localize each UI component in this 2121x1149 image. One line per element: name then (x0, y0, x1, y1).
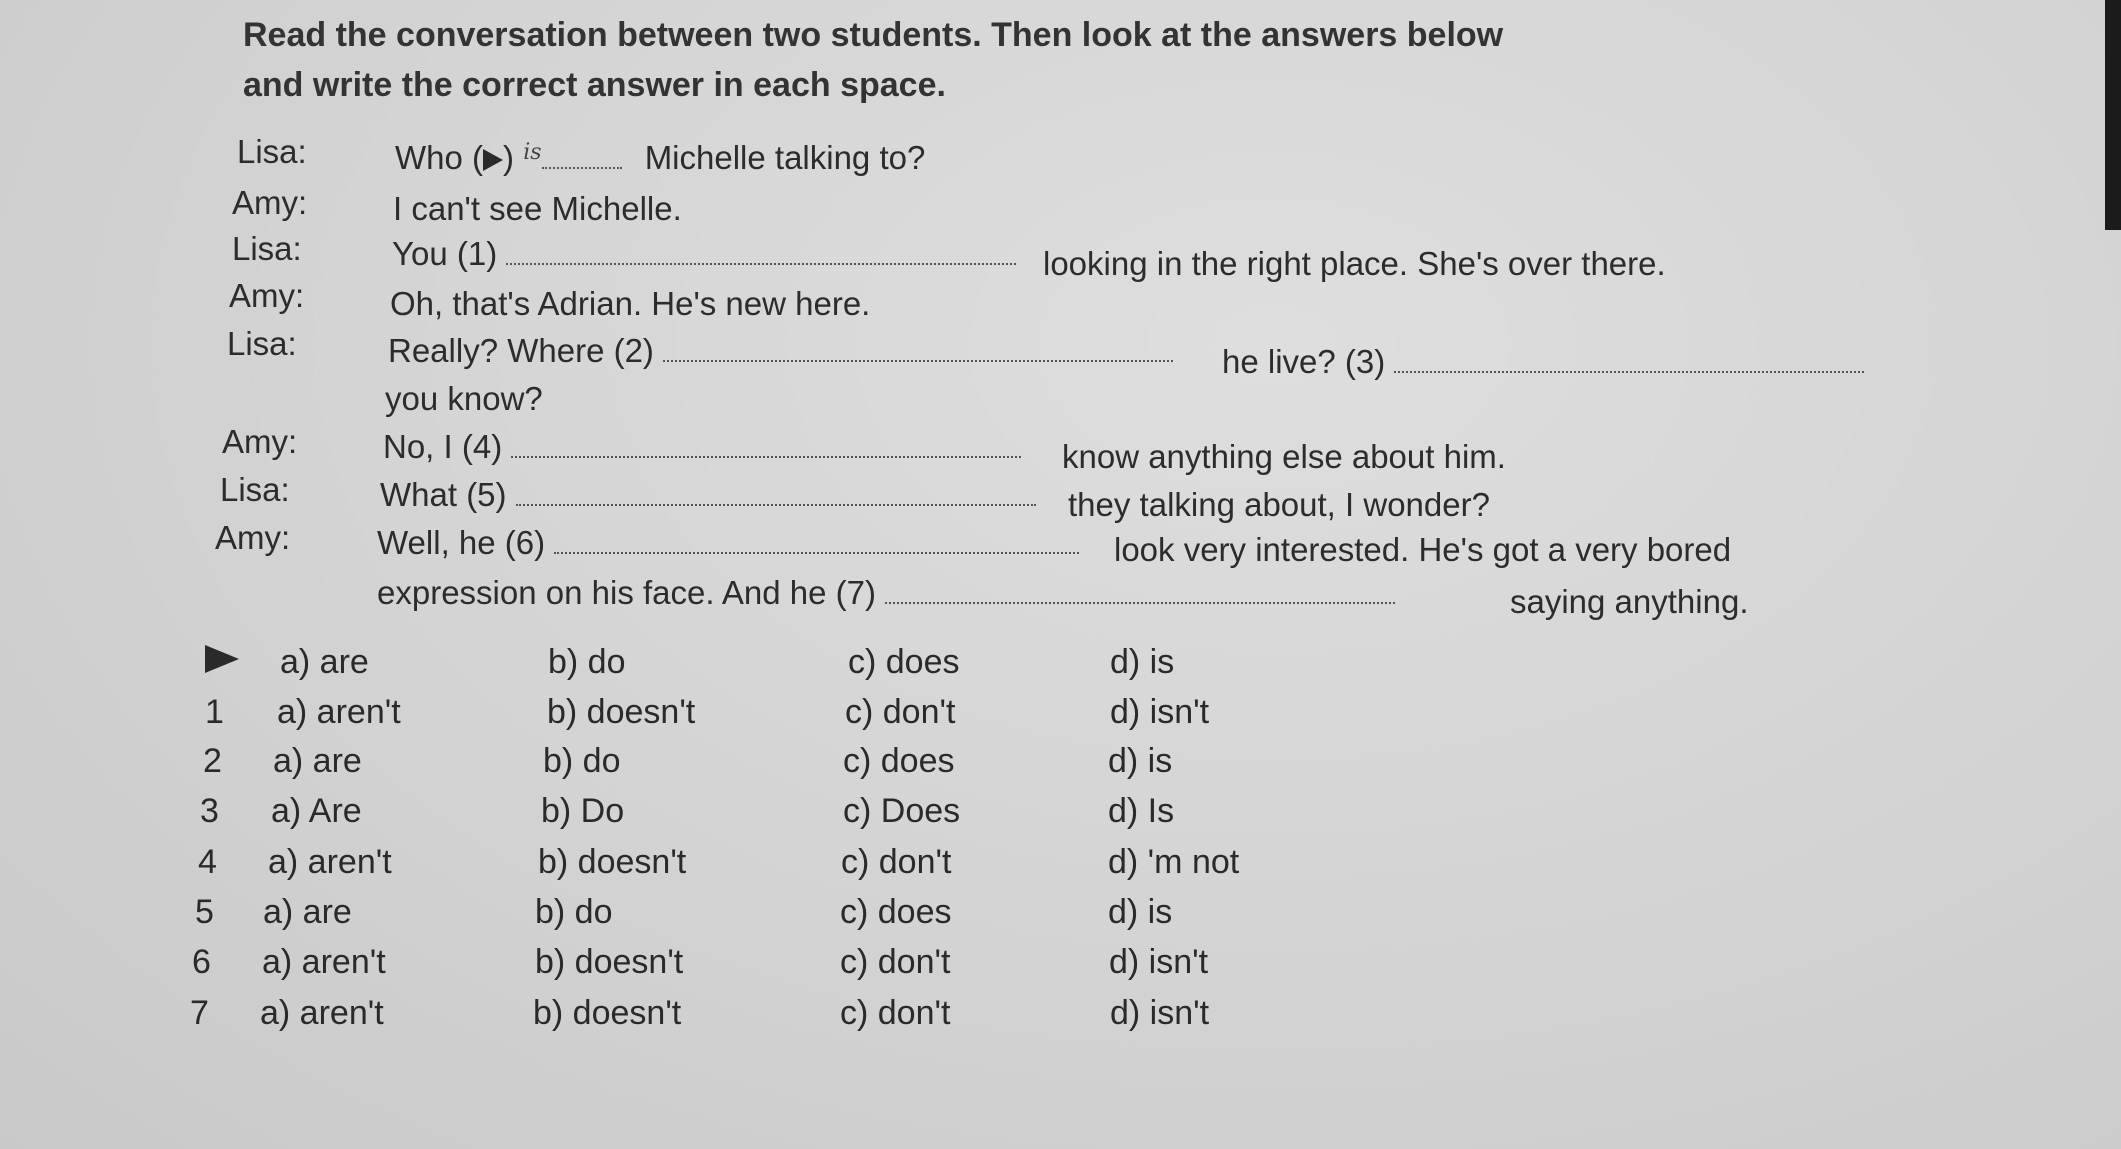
dialogue-text: know anything else about him. (1062, 438, 1506, 475)
dialogue-text: look very interested. He's got a very bored (1114, 531, 1732, 568)
answer-blank-example (542, 139, 622, 169)
dialogue-text: Who ( (395, 139, 484, 176)
speaker-label: Lisa: (220, 471, 290, 508)
option-a[interactable]: a) Are (271, 792, 362, 830)
answer-blank-2[interactable] (663, 332, 1173, 362)
instructions-line-1: Read the conversation between two students. Then look at the answers below (243, 16, 1504, 54)
option-a[interactable]: a) aren't (277, 693, 401, 731)
option-d[interactable]: d) is (1108, 893, 1173, 931)
dialogue-text: Really? Where (2) (388, 332, 654, 369)
option-d[interactable]: d) isn't (1110, 693, 1210, 731)
option-c[interactable]: c) don't (840, 994, 951, 1032)
option-d[interactable]: d) is (1110, 643, 1175, 681)
dialogue-line-example (395, 139, 925, 177)
option-row (205, 693, 1405, 737)
dialogue-text: you know? (385, 380, 543, 417)
dialogue-line-6 (377, 524, 1079, 562)
dialogue-line-7 (377, 574, 1395, 612)
question-number: 3 (200, 792, 219, 830)
dialogue-text: Michelle talking to? (644, 139, 926, 176)
dialogue-text: expression on his face. And he (7) (377, 574, 876, 611)
dialogue-text: looking in the right place. She's over there. (1043, 245, 1666, 282)
dialogue-text: they talking about, I wonder? (1068, 486, 1490, 523)
answer-blank-3[interactable] (1394, 343, 1864, 373)
option-b[interactable]: b) do (535, 893, 613, 931)
dialogue-text: I can't see Michelle. (393, 190, 682, 227)
dialogue-text: saying anything. (1510, 583, 1749, 620)
dialogue-text: ) (503, 139, 515, 176)
speaker-label: Amy: (232, 184, 308, 221)
option-row-example (195, 643, 1395, 687)
option-row (195, 893, 1395, 937)
question-number: 1 (205, 693, 224, 731)
question-number: 5 (195, 893, 214, 931)
dialogue-line-4 (383, 428, 1021, 466)
speaker-label: Amy: (222, 423, 298, 460)
example-arrow-icon (483, 149, 503, 171)
answer-blank-6[interactable] (554, 524, 1079, 554)
option-c[interactable]: c) does (848, 643, 960, 681)
option-d[interactable]: d) isn't (1110, 994, 1210, 1032)
speaker-label: Lisa: (237, 133, 307, 170)
handwritten-answer: is (523, 140, 542, 165)
dialogue-line-1 (392, 235, 1016, 273)
question-number: 7 (190, 994, 209, 1032)
answer-blank-5[interactable] (516, 476, 1036, 506)
question-number: 4 (198, 843, 217, 881)
option-c[interactable]: c) Does (843, 792, 961, 830)
option-d[interactable]: d) isn't (1109, 943, 1209, 981)
instructions (243, 10, 1663, 110)
option-b[interactable]: b) do (548, 643, 626, 681)
question-number: 2 (203, 742, 222, 780)
option-b[interactable]: b) doesn't (538, 843, 687, 881)
option-row (198, 843, 1398, 887)
option-a[interactable]: a) are (280, 643, 369, 681)
option-b[interactable]: b) do (543, 742, 621, 780)
option-row (192, 943, 1392, 987)
option-d[interactable]: d) is (1108, 742, 1173, 780)
answer-blank-1[interactable] (506, 235, 1016, 265)
option-a[interactable]: a) are (263, 893, 352, 931)
option-d[interactable]: d) 'm not (1108, 843, 1240, 881)
dialogue-text: Oh, that's Adrian. He's new here. (390, 285, 871, 322)
question-number: 6 (192, 943, 211, 981)
dialogue-text: No, I (4) (383, 428, 503, 465)
speaker-label: Amy: (229, 277, 305, 314)
option-row (200, 792, 1400, 836)
dialogue-line-3 (1222, 343, 1864, 381)
dialogue-text: Well, he (6) (377, 524, 546, 561)
dialogue-text: he live? (3) (1222, 343, 1386, 380)
dialogue-line-5 (380, 476, 1036, 514)
option-row (203, 742, 1403, 786)
option-a[interactable]: a) aren't (260, 994, 384, 1032)
dialogue-line-2 (388, 332, 1173, 370)
dialogue-text: What (5) (380, 476, 507, 513)
speaker-label: Amy: (215, 519, 291, 556)
option-a[interactable]: a) aren't (268, 843, 392, 881)
answer-blank-7[interactable] (885, 574, 1395, 604)
instructions-line-2: and write the correct answer in each space. (243, 66, 946, 104)
option-a[interactable]: a) aren't (262, 943, 386, 981)
option-b[interactable]: b) doesn't (535, 943, 684, 981)
page-edge-mark (2105, 0, 2121, 230)
dialogue-text: You (1) (392, 235, 498, 272)
option-c[interactable]: c) does (840, 893, 952, 931)
option-c[interactable]: c) don't (841, 843, 952, 881)
speaker-label: Lisa: (232, 230, 302, 267)
option-b[interactable]: b) doesn't (547, 693, 696, 731)
speaker-label: Lisa: (227, 325, 297, 362)
option-c[interactable]: c) don't (840, 943, 951, 981)
example-arrow-icon (205, 645, 239, 673)
option-row (190, 994, 1390, 1038)
option-c[interactable]: c) don't (845, 693, 956, 731)
option-c[interactable]: c) does (843, 742, 955, 780)
option-b[interactable]: b) Do (541, 792, 625, 830)
option-a[interactable]: a) are (273, 742, 362, 780)
option-b[interactable]: b) doesn't (533, 994, 682, 1032)
answer-blank-4[interactable] (511, 428, 1021, 458)
option-d[interactable]: d) Is (1108, 792, 1175, 830)
